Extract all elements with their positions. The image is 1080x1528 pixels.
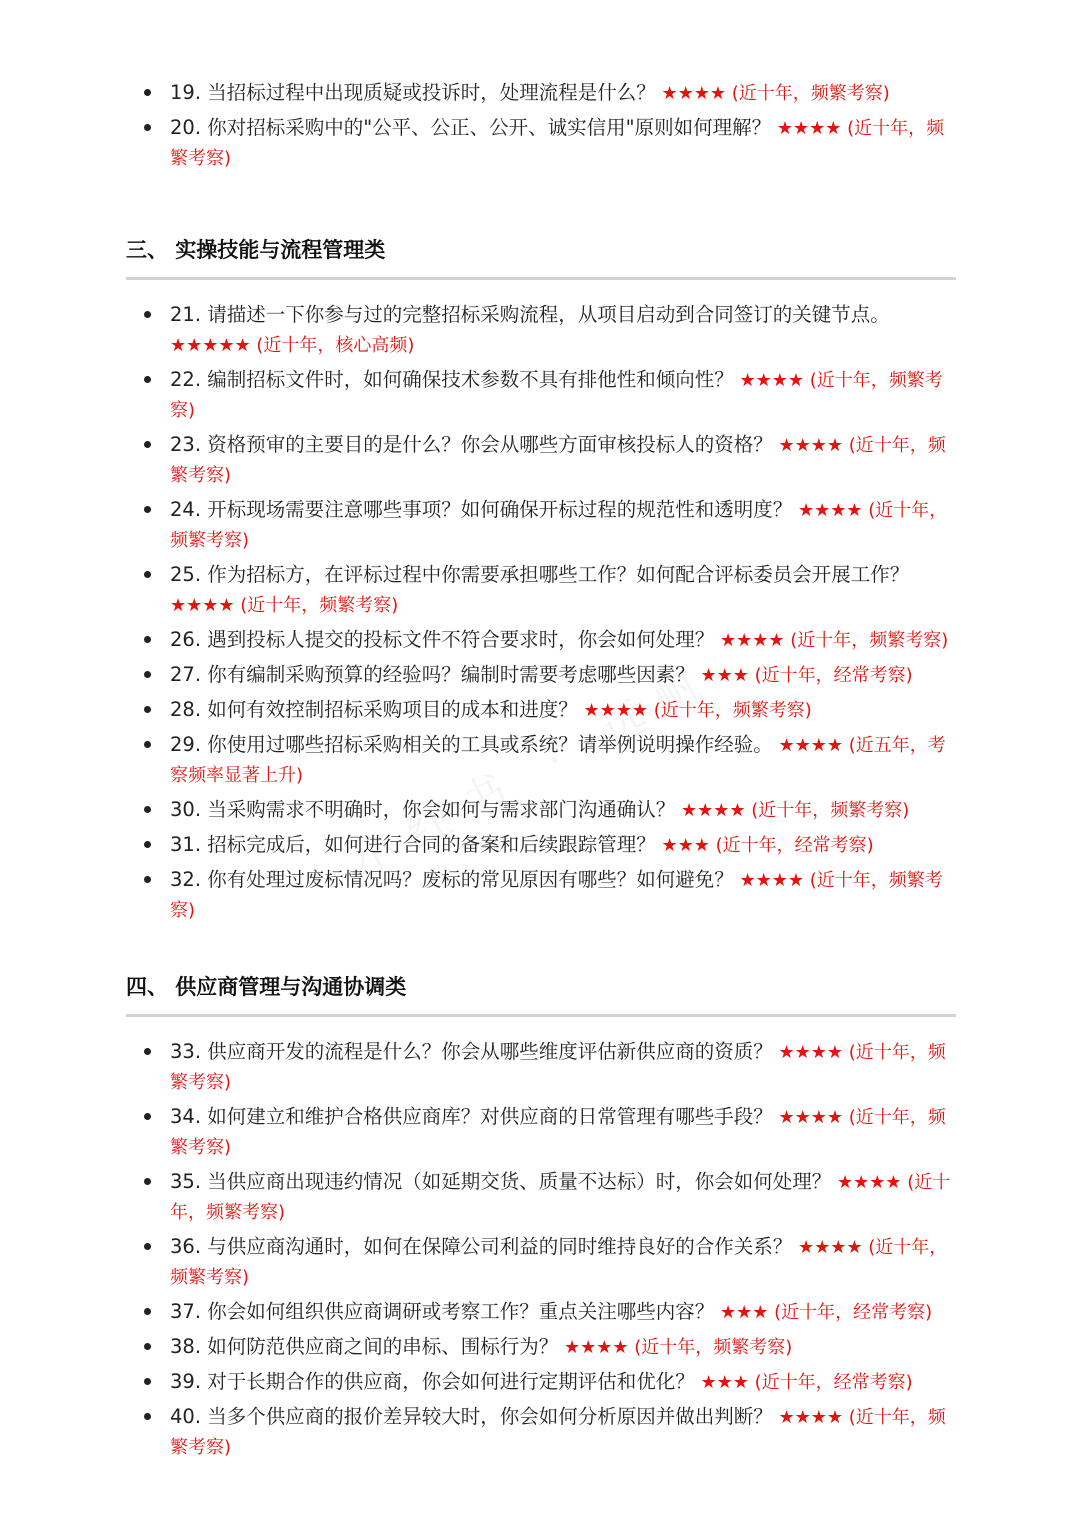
bullet-icon <box>144 1308 151 1315</box>
list-item <box>126 1037 956 1097</box>
question-text: 34. 如何建立和维护合格供应商库？对供应商的日常管理有哪些手段？ <box>170 1105 773 1128</box>
question-text: 40. 当多个供应商的报价差异较大时，你会如何分析原因并做出判断？ <box>170 1405 773 1428</box>
rating-tag: ★★★ (近十年，经常考察) <box>655 835 874 856</box>
list-item <box>126 795 956 825</box>
list-item <box>126 830 956 860</box>
question-text: 38. 如何防范供应商之间的串标、围标行为？ <box>170 1335 559 1358</box>
section-continuation <box>126 78 956 178</box>
bullet-icon <box>144 876 151 883</box>
list-item <box>126 1367 956 1397</box>
question-text: 32. 你有处理过废标情况吗？废标的常见原因有哪些？如何避免？ <box>170 868 734 891</box>
rating-tag: ★★★★ (近十年，频繁考察) <box>170 595 399 616</box>
rating-tag: ★★★★ (近十年，频繁考察) <box>170 500 948 551</box>
question-text: 37. 你会如何组织供应商调研或考察工作？重点关注哪些内容？ <box>170 1300 715 1323</box>
bullet-icon <box>144 124 151 131</box>
rating-tag: ★★★★ (近十年，频繁考察) <box>170 1407 946 1458</box>
question-text: 22. 编制招标文件时，如何确保技术参数不具有排他性和倾向性？ <box>170 368 734 391</box>
list-item <box>126 365 956 425</box>
list-item <box>126 730 956 790</box>
rating-tag: ★★★★ (近十年，频繁考察) <box>170 435 946 486</box>
question-text: 39. 对于长期合作的供应商，你会如何进行定期评估和优化？ <box>170 1370 695 1393</box>
rating-tag: ★★★★ (近十年，频繁考察) <box>558 1337 793 1358</box>
rating-tag: ★★★★★ (近十年，核心高频) <box>170 335 415 356</box>
question-text: 31. 招标完成后，如何进行合同的备案和后续跟踪管理？ <box>170 833 656 856</box>
question-text: 27. 你有编制采购预算的经验吗？编制时需要考虑哪些因素？ <box>170 663 695 686</box>
bullet-icon <box>144 1413 151 1420</box>
section-heading: 四、 供应商管理与沟通协调类 <box>126 972 956 1017</box>
list-item <box>126 1232 956 1292</box>
rating-tag: ★★★★ (近十年，频繁考察) <box>170 1172 951 1223</box>
question-text: 24. 开标现场需要注意哪些事项？如何确保开标过程的规范性和透明度？ <box>170 498 793 521</box>
list-item <box>126 1402 956 1462</box>
rating-tag: ★★★★ (近十年，频繁考察) <box>170 118 945 169</box>
list-item <box>126 1297 956 1327</box>
question-text: 28. 如何有效控制招标采购项目的成本和进度？ <box>170 698 578 721</box>
bullet-icon <box>144 636 151 643</box>
bullet-icon <box>144 1048 151 1055</box>
bullet-icon <box>144 706 151 713</box>
bullet-icon <box>144 1178 151 1185</box>
question-text: 35. 当供应商出现违约情况（如延期交货、质量不达标）时，你会如何处理？ <box>170 1170 832 1193</box>
rating-tag: ★★★★ (近十年，频繁考察) <box>675 800 910 821</box>
list-item <box>126 1102 956 1162</box>
list-item <box>126 113 956 173</box>
bullet-icon <box>144 1243 151 1250</box>
list-item <box>126 1332 956 1362</box>
bullet-icon <box>144 1378 151 1385</box>
bullet-icon <box>144 1113 151 1120</box>
list-item <box>126 695 956 725</box>
rating-tag: ★★★★ (近十年，频繁考察) <box>577 700 812 721</box>
question-text: 29. 你使用过哪些招标采购相关的工具或系统？请举例说明操作经验。 <box>170 733 773 756</box>
question-text: 21. 请描述一下你参与过的完整招标采购流程，从项目启动到合同签订的关键节点。 <box>170 303 890 326</box>
list-item <box>126 865 956 925</box>
question-text: 26. 遇到投标人提交的投标文件不符合要求时，你会如何处理？ <box>170 628 715 651</box>
list-item <box>126 560 956 620</box>
bullet-icon <box>144 671 151 678</box>
bullet-icon <box>144 1343 151 1350</box>
bullet-icon <box>144 311 151 318</box>
rating-tag: ★★★★ (近十年，频繁考察) <box>714 630 949 651</box>
question-text: 25. 作为招标方，在评标过程中你需要承担哪些工作？如何配合评标委员会开展工作？ <box>170 563 910 586</box>
rating-tag: ★★★★ (近十年，频繁考察) <box>655 83 890 104</box>
question-text: 23. 资格预审的主要目的是什么？你会从哪些方面审核投标人的资格？ <box>170 433 773 456</box>
question-text: 30. 当采购需求不明确时，你会如何与需求部门沟通确认？ <box>170 798 676 821</box>
question-text: 36. 与供应商沟通时，如何在保障公司利益的同时维持良好的合作关系？ <box>170 1235 793 1258</box>
bullet-icon <box>144 506 151 513</box>
list-item <box>126 78 956 108</box>
question-text: 20. 你对招标采购中的"公平、公正、公开、诚实信用"原则如何理解？ <box>170 116 772 139</box>
rating-tag: ★★★★ (近十年，频繁考察) <box>170 370 943 421</box>
bullet-icon <box>144 571 151 578</box>
section-supplier-management <box>126 972 956 1467</box>
section-practical-skills <box>126 235 956 930</box>
bullet-icon <box>144 89 151 96</box>
question-text: 33. 供应商开发的流程是什么？你会从哪些维度评估新供应商的资质？ <box>170 1040 773 1063</box>
list-item <box>126 660 956 690</box>
bullet-icon <box>144 376 151 383</box>
question-text: 19. 当招标过程中出现质疑或投诉时，处理流程是什么？ <box>170 81 656 104</box>
section-heading: 三、 实操技能与流程管理类 <box>126 235 956 280</box>
list-item <box>126 300 956 360</box>
rating-tag: ★★★★ (近十年，频繁考察) <box>170 1042 946 1093</box>
list-item <box>126 625 956 655</box>
bullet-icon <box>144 441 151 448</box>
list-item <box>126 1167 956 1227</box>
list-item <box>126 430 956 490</box>
question-list <box>126 300 956 925</box>
list-item <box>126 495 956 555</box>
rating-tag: ★★★ (近十年，经常考察) <box>694 665 913 686</box>
rating-tag: ★★★ (近十年，经常考察) <box>694 1372 913 1393</box>
rating-tag: ★★★★ (近十年，频繁考察) <box>170 870 943 921</box>
rating-tag: ★★★★ (近十年，频繁考察) <box>170 1107 946 1158</box>
rating-tag: ★★★ (近十年，经常考察) <box>714 1302 933 1323</box>
question-list <box>126 78 956 173</box>
rating-tag: ★★★★ (近十年，频繁考察) <box>170 1237 948 1288</box>
bullet-icon <box>144 841 151 848</box>
question-list <box>126 1037 956 1462</box>
bullet-icon <box>144 806 151 813</box>
rating-tag: ★★★★ (近五年，考察频率显著上升) <box>170 735 946 786</box>
bullet-icon <box>144 741 151 748</box>
